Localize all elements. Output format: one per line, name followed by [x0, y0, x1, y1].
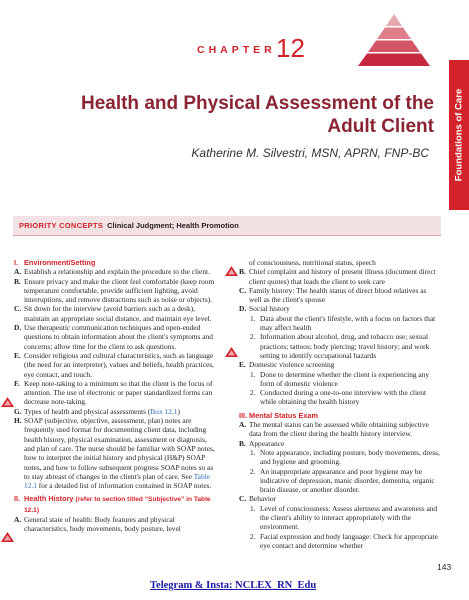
priority-triangle-icon [225, 347, 238, 357]
section-heading: II. Health History (refer to section titled “Subjective” in Table 12.1) [14, 494, 211, 514]
sub-item: 1. Level of consciousness: Assess alertness and awareness and the client's ability to interact appropriately with the environment. [250, 503, 438, 532]
list-item: A. General state of health: Body features and physical characteristics, body movements, body posture, level [14, 515, 181, 534]
priority-triangle-icon [1, 397, 14, 407]
list-item: F. Keep note-taking to a minimum so that the client is the focus of attention. The use of electronic or paper standardized forms can decrease note-taking. [14, 378, 213, 407]
sub-item: 2. Information about alcohol, drug, and tobacco use; sexual practices; tattoos; body piercing; travel history; and work setting to identify occupational hazards [250, 332, 430, 360]
pyramid-logo-icon [349, 12, 439, 68]
list-item: H. SOAP (subjective, objective, assessment, plan) notes are frequently used format for documenting client data, including health history, physical examination, assessment or diagnosis, and plan of care. The nurse should be familiar with SOAP notes, how to interpret the initial history and physical (H&P) SOAP notes, and how to follow subsequent progress SOAP notes so as to stay abreast of changes in the client's plan of care. See Table 12.1 for a detailed list of information contained in SOAP notes. [14, 416, 215, 491]
box-link[interactable]: Box 12.1 [150, 406, 178, 416]
chapter-label: CHAPTER [197, 44, 276, 56]
sub-item: 2. Facial expression and body language: Check for appropriate eye contact and determine whether [250, 531, 438, 550]
side-tab-label: Foundations of Care [453, 88, 465, 182]
list-item: B. Chief complaint and history of present illness (document direct client quotes) that leads the client to seek care [239, 267, 436, 286]
sub-item: 1. Note appearance, including posture, body movements, dress, and hygiene and grooming. [250, 447, 440, 467]
list-item: A. The mental status can be assessed while obtaining subjective data from the client during the health history interview. [239, 420, 429, 439]
sub-item: 2. Conducted during a one-to-one interview with the client while obtaining the health history [250, 388, 427, 407]
side-tab [449, 60, 469, 210]
list-item-continuation: of consciousness, nutritional status, speech [249, 258, 376, 267]
list-item: G. Types of health and physical assessments (Box 12.1) [14, 406, 180, 416]
author-byline: Katherine M. Silvestri, MSN, APRN, FNP-BC [191, 146, 429, 160]
list-item: B. Ensure privacy and make the client feel comfortable (keep room temperature comfortable, provide sufficient lighting, avoid interruptions, and remove distractions such as noise or objects). [14, 276, 215, 305]
list-item: E. Domestic violence screening [239, 360, 335, 370]
left-column [14, 258, 215, 534]
title-line-2: Adult Client [327, 116, 434, 137]
priority-concepts-band [13, 216, 441, 236]
page-title [81, 92, 434, 138]
footer-link[interactable]: Telegram & Insta: NCLEX_RN_Edu [150, 580, 317, 591]
list-item: C. Behavior [239, 494, 277, 504]
chapter-number: 12 [276, 33, 305, 63]
section-heading: III. Mental Status Exam [239, 410, 318, 420]
priority-triangle-icon [225, 266, 238, 276]
list-item: D. Use therapeutic communication techniques and open-ended questions to obtain information about the client's symptoms and concerns; allow time for the client to ask questions. [14, 323, 213, 351]
sub-item: 1. Done to determine whether the client is experiencing any form of domestic violence [250, 369, 430, 388]
page-number: 143 [437, 562, 452, 572]
table-link[interactable]: Table 12.1 [24, 496, 211, 514]
list-item: A. Establish a relationship and explain the procedure to the client. [14, 267, 210, 277]
right-column [239, 258, 440, 550]
sub-item: 2. An inappropriate appearance and poor hygiene may be indicative of depression, manic disorder, dementia, organic brain disease, or another disorder. [250, 466, 435, 495]
list-item: E. Consider religious and cultural characteristics, such as language (the need for an interpreter), values and beliefs, health practices, eye contact, and touch. [14, 350, 215, 379]
list-item: B. Appearance [239, 438, 285, 448]
table-link[interactable]: Table 12.1 [24, 471, 210, 491]
sub-item: 1. Data about the client's lifestyle, with a focus on factors that may affect health [250, 313, 436, 333]
priority-triangle-icon [1, 532, 14, 542]
list-item: C. Sit down for the interview (avoid barriers such as a desk), maintain an appropriate social distance, and maintain eye level. [14, 304, 212, 323]
title-line-1: Health and Physical Assessment of the [80, 93, 434, 114]
list-item: C. Family history: The health status of direct blood relatives as well as the client's spouse [239, 285, 427, 305]
section-heading: I. Environment/Setting [14, 258, 96, 267]
list-item: D. Social history [239, 304, 290, 314]
priority-concepts-label: PRIORITY CONCEPTS [19, 221, 104, 230]
priority-concepts-value: Clinical Judgment; Health Promotion [107, 221, 239, 230]
